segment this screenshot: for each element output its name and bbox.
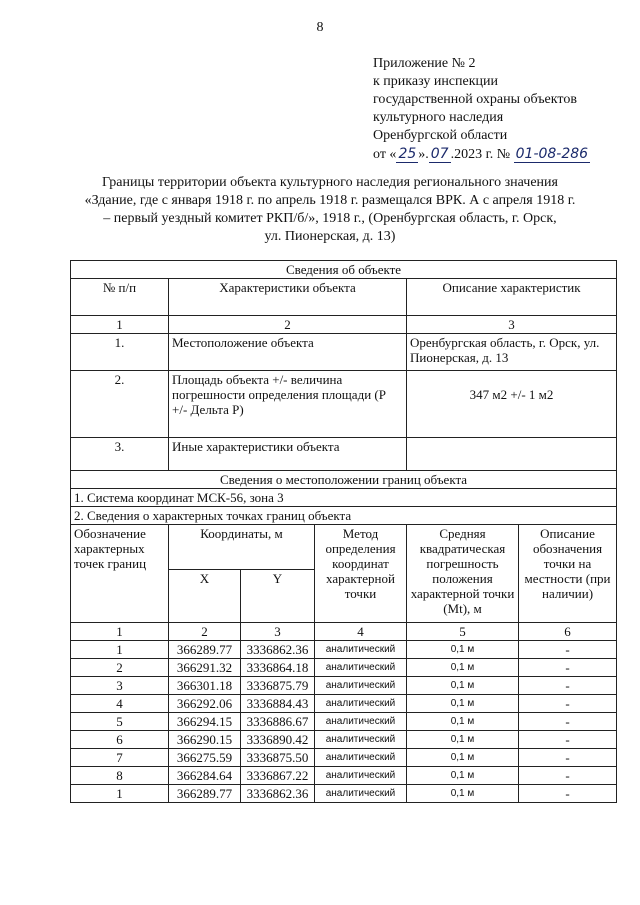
point-method: аналитический <box>315 641 407 659</box>
points-section-header: 2. Сведения о характерных точках границ объекта <box>71 507 617 525</box>
point-x: 366294.15 <box>169 713 241 731</box>
col-header-coords: Координаты, м <box>169 525 315 570</box>
index-cell: 5 <box>407 623 519 641</box>
appendix-line: государственной охраны объектов <box>373 92 577 107</box>
location-section-header: Сведения о местоположении границ объекта <box>71 471 617 489</box>
appendix-line: Приложение № 2 <box>373 56 476 71</box>
col-header-description: Описание характеристик <box>407 279 617 316</box>
point-method: аналитический <box>315 749 407 767</box>
point-y: 3336864.18 <box>241 659 315 677</box>
row-name: Площадь объекта +/- величина погрешности определения площади (Р +/- Дельта Р) <box>169 371 407 438</box>
date-month-handwritten: 07 <box>430 146 449 162</box>
point-mt: 0,1 м <box>407 713 519 731</box>
point-number: 3 <box>71 677 169 695</box>
object-row <box>71 371 617 438</box>
point-method: аналитический <box>315 767 407 785</box>
point-y: 3336886.67 <box>241 713 315 731</box>
point-y: 3336862.36 <box>241 785 315 803</box>
appendix-line: Оренбургской области <box>373 128 508 143</box>
point-method: аналитический <box>315 695 407 713</box>
point-desc: - <box>519 749 617 767</box>
table-row <box>71 731 617 749</box>
point-desc: - <box>519 785 617 803</box>
table-row <box>71 713 617 731</box>
date-day-handwritten: 25 <box>398 146 417 162</box>
col-header-mt: Средняя квадратическая погрешность положения характерной точки (Mt), м <box>407 525 519 623</box>
row-value: Оренбургская область, г. Орск, ул. Пионерская, д. 13 <box>407 334 617 371</box>
col-header-characteristics: Характеристики объекта <box>169 279 407 316</box>
title-line: «Здание, где с января 1918 г. по апрель 1918 г. размещался ВРК. А с апреля 1918 г. <box>84 193 576 208</box>
table-row <box>71 749 617 767</box>
point-mt: 0,1 м <box>407 767 519 785</box>
col-header-desc: Описание обозначения точки на местности (при наличии) <box>519 525 617 623</box>
document-title <box>60 174 600 246</box>
col-header-point: Обозначение характерных точек границ <box>71 525 169 623</box>
index-cell: 6 <box>519 623 617 641</box>
point-method: аналитический <box>315 677 407 695</box>
point-number: 1 <box>71 641 169 659</box>
object-section-header: Сведения об объекте <box>71 261 617 279</box>
table-row <box>71 695 617 713</box>
point-desc: - <box>519 641 617 659</box>
point-y: 3336867.22 <box>241 767 315 785</box>
date-sep: ». <box>418 147 429 162</box>
point-mt: 0,1 м <box>407 641 519 659</box>
point-mt: 0,1 м <box>407 677 519 695</box>
point-x: 366289.77 <box>169 641 241 659</box>
point-y: 3336884.43 <box>241 695 315 713</box>
row-num: 1. <box>71 334 169 371</box>
appendix-date-line <box>373 145 623 164</box>
object-row <box>71 438 617 471</box>
date-year: .2023 г. № <box>450 147 511 162</box>
col-header-x: X <box>169 570 241 623</box>
point-mt: 0,1 м <box>407 659 519 677</box>
point-number: 2 <box>71 659 169 677</box>
table-row <box>71 785 617 803</box>
point-x: 366284.64 <box>169 767 241 785</box>
point-x: 366292.06 <box>169 695 241 713</box>
title-line: – первый уездный комитет РКП/б/», 1918 г., (Оренбургская область, г. Орск, <box>103 211 557 226</box>
row-name: Местоположение объекта <box>169 334 407 371</box>
point-number: 7 <box>71 749 169 767</box>
point-x: 366289.77 <box>169 785 241 803</box>
point-x: 366291.32 <box>169 659 241 677</box>
title-line: Границы территории объекта культурного наследия регионального значения <box>102 175 558 190</box>
table-row <box>71 677 617 695</box>
order-number-handwritten: 01-08-286 <box>515 146 589 162</box>
table-row <box>71 641 617 659</box>
object-row <box>71 334 617 371</box>
row-value <box>407 438 617 471</box>
point-y: 3336862.36 <box>241 641 315 659</box>
col-header-method: Метод определения координат характерной точки <box>315 525 407 623</box>
table-row <box>71 767 617 785</box>
appendix-line: культурного наследия <box>373 110 504 125</box>
date-prefix: от « <box>373 147 397 162</box>
point-mt: 0,1 м <box>407 731 519 749</box>
point-x: 366275.59 <box>169 749 241 767</box>
point-desc: - <box>519 659 617 677</box>
point-desc: - <box>519 713 617 731</box>
point-method: аналитический <box>315 785 407 803</box>
point-method: аналитический <box>315 713 407 731</box>
index-cell: 2 <box>169 623 241 641</box>
point-desc: - <box>519 677 617 695</box>
row-num: 3. <box>71 438 169 471</box>
index-cell: 1 <box>71 623 169 641</box>
col-header-num: № п/п <box>71 279 169 316</box>
appendix-block <box>373 55 623 164</box>
row-num: 2. <box>71 371 169 438</box>
index-cell: 3 <box>241 623 315 641</box>
index-cell: 4 <box>315 623 407 641</box>
point-x: 366290.15 <box>169 731 241 749</box>
point-number: 1 <box>71 785 169 803</box>
col-header-y: Y <box>241 570 315 623</box>
point-number: 8 <box>71 767 169 785</box>
index-cell: 1 <box>71 316 169 334</box>
point-y: 3336875.50 <box>241 749 315 767</box>
point-mt: 0,1 м <box>407 785 519 803</box>
point-method: аналитический <box>315 659 407 677</box>
point-desc: - <box>519 731 617 749</box>
coord-system: 1. Система координат МСК-56, зона 3 <box>71 489 617 507</box>
point-y: 3336875.79 <box>241 677 315 695</box>
point-method: аналитический <box>315 731 407 749</box>
point-y: 3336890.42 <box>241 731 315 749</box>
row-value: 347 м2 +/- 1 м2 <box>407 371 617 438</box>
point-mt: 0,1 м <box>407 695 519 713</box>
point-desc: - <box>519 767 617 785</box>
point-x: 366301.18 <box>169 677 241 695</box>
table-row <box>71 659 617 677</box>
object-boundaries-table <box>70 260 617 803</box>
point-mt: 0,1 м <box>407 749 519 767</box>
page-number: 8 <box>316 20 324 35</box>
row-name: Иные характеристики объекта <box>169 438 407 471</box>
title-line: ул. Пионерская, д. 13) <box>264 229 396 244</box>
appendix-line: к приказу инспекции <box>373 74 499 89</box>
point-number: 5 <box>71 713 169 731</box>
point-number: 4 <box>71 695 169 713</box>
index-cell: 2 <box>169 316 407 334</box>
point-number: 6 <box>71 731 169 749</box>
index-cell: 3 <box>407 316 617 334</box>
point-desc: - <box>519 695 617 713</box>
